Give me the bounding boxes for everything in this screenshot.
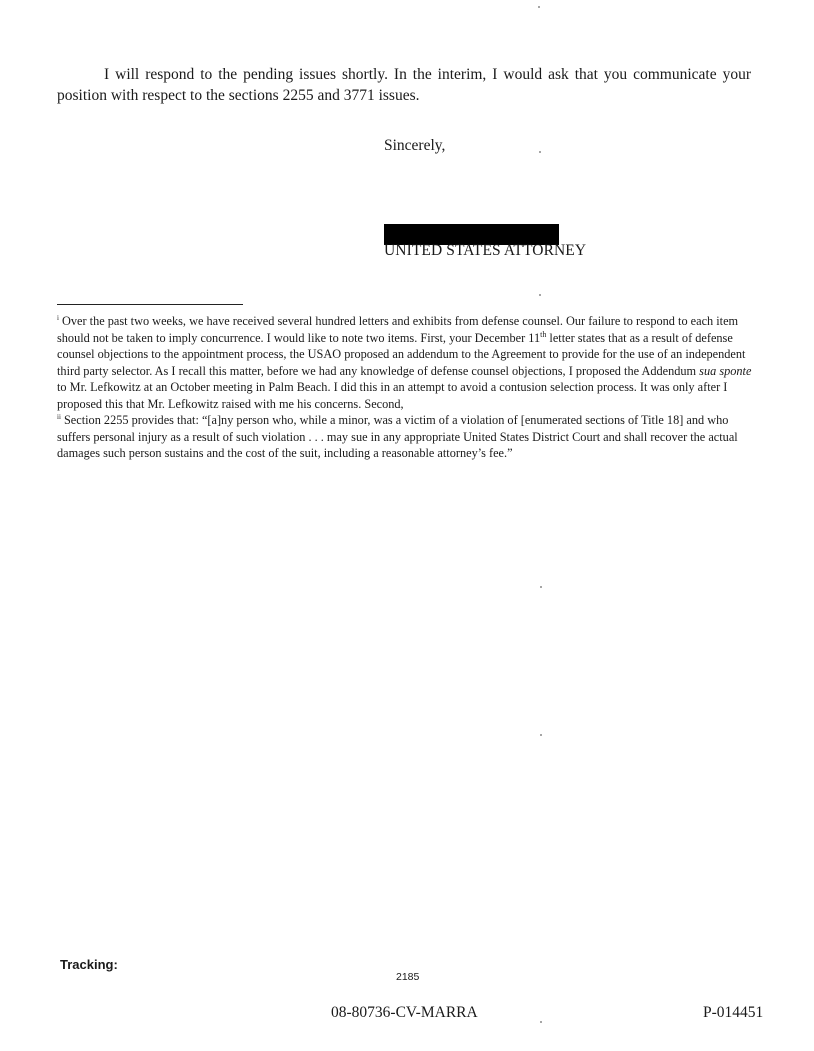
scan-speck	[540, 734, 542, 736]
page-number: 2185	[396, 971, 420, 983]
scan-speck	[539, 294, 541, 296]
footnote-1-text-middle: letter states that as a result of defense counsel objections to the appointment process, the USAO proposed an addendum to the Agreement to provide for the use of an independent third party selector. As I recall this matter, before we had any knowledge of defense counsel objections, I proposed the Addendum	[57, 330, 746, 378]
scan-speck	[540, 586, 542, 588]
letter-paragraph	[57, 64, 751, 106]
footnote-divider	[57, 304, 243, 305]
scan-speck	[538, 6, 540, 8]
scan-speck	[539, 151, 541, 153]
footnote-1-text-start: Over the past two weeks, we have received several hundred letters and exhibits from defense counsel. Our failure to respond to each item should not be taken to imply concurrence. I would like to note two items. First, your December 11	[57, 314, 739, 345]
footnote-1-italic-phrase: sua sponte	[699, 363, 752, 378]
footnote-2-marker: ii	[57, 413, 61, 421]
bates-number: P-014451	[703, 1004, 764, 1021]
footnote-1	[57, 313, 752, 412]
letter-paragraph-text: I will respond to the pending issues shortly. In the interim, I would ask that you communicate your position with respect to the sections 2255 and 3771 issues.	[57, 66, 751, 104]
footnote-2	[57, 412, 752, 462]
footnotes-section	[57, 313, 752, 462]
footnote-1-text-end: to Mr. Lefkowitz at an October meeting in Palm Beach. I did this in an attempt to avoid a contusion selection process. It was only after I proposed this that Mr. Lefkowitz raised with me his concerns. Second,	[57, 380, 728, 411]
footnote-1-date-suffix: th	[540, 329, 547, 339]
footnote-2-text: Section 2255 provides that: “[a]ny person who, while a minor, was a victim of a violation of [enumerated sections of Title 18] and who suffers personal injury as a result of such violation . . . may sue in any appropriate United States District Court and shall recover the actual damages such person sustains and the cost of the suit, including a reasonable attorney’s fee.”	[57, 413, 738, 460]
letter-closing: Sincerely,	[384, 137, 446, 154]
tracking-label: Tracking:	[60, 957, 118, 972]
signature-title: UNITED STATES ATTORNEY	[384, 242, 587, 259]
footnote-1-marker: i	[57, 314, 59, 322]
case-number: 08-80736-CV-MARRA	[331, 1004, 478, 1021]
scan-speck	[540, 1021, 542, 1023]
